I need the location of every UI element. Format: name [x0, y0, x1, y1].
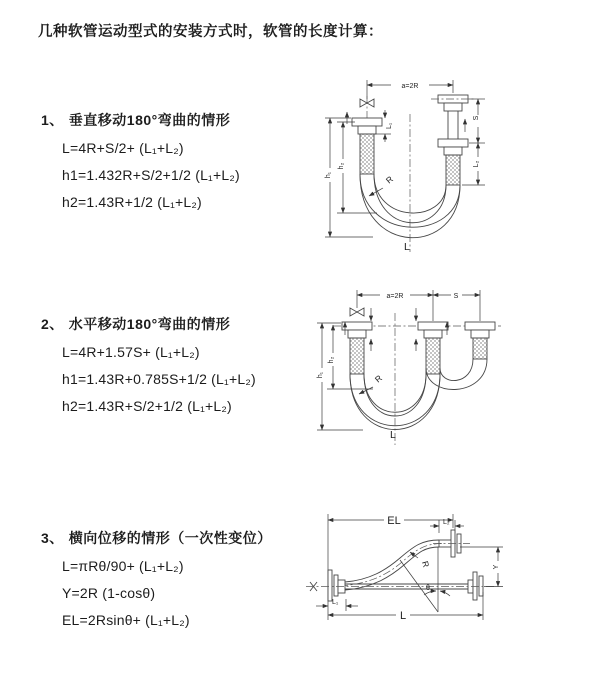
dim-l: [328, 592, 483, 622]
dim-l1-label: L₁: [332, 599, 339, 606]
dim-a2r-label: a=2R: [386, 293, 404, 300]
dim-el-label: EL: [387, 515, 401, 527]
dim-s-label: S: [453, 293, 459, 300]
left-hose-fitting: [352, 118, 382, 174]
right-hose-fitting: [431, 95, 475, 185]
diagram-horizontal-180-bend: [305, 283, 595, 468]
radius-label: R: [383, 173, 395, 186]
dim-l2-label: L₂: [473, 160, 480, 168]
section-1-heading-text: 垂直移动180°弯曲的情形: [68, 112, 231, 128]
dim-l1: [316, 599, 358, 611]
dim-l2: [430, 519, 464, 533]
dim-h1-label: h₁: [325, 171, 332, 179]
angle-label: θ: [426, 585, 430, 592]
formula-length: L=4R+1.57S+ (L₁+L₂): [62, 344, 200, 360]
section-3: [41, 528, 272, 634]
dim-y-label: Y: [493, 564, 500, 570]
formula-length: L=4R+S/2+ (L₁+L₂): [62, 140, 184, 156]
section-1-heading: [41, 110, 240, 130]
section-1: [41, 110, 240, 216]
dim-s: [469, 99, 485, 143]
radius-pointer: [359, 373, 384, 394]
radius-pointer: [410, 552, 431, 568]
dim-s: [433, 289, 480, 300]
dim-h2-label: h₂: [328, 356, 335, 364]
angle-construction: [400, 547, 450, 612]
dim-s-label: S: [473, 115, 480, 121]
section-3-number: 3、: [41, 530, 64, 546]
section-2-number: 2、: [41, 316, 64, 332]
valve-icon: [350, 308, 364, 316]
right-flange: [468, 572, 483, 600]
formula-el: EL=2Rsinθ+ (L₁+L₂): [62, 612, 190, 628]
left-hose-fitting: [342, 322, 372, 374]
radius-label: R: [372, 372, 384, 385]
length-label: L: [404, 241, 410, 253]
radius-label: R: [420, 559, 432, 569]
dim-l2: [462, 143, 485, 185]
section-2-heading: [41, 314, 256, 334]
section-3-heading: [41, 528, 272, 548]
middle-hose-fitting: [418, 322, 448, 374]
right-hose-fitting: [465, 322, 495, 359]
hose-u-curves: [350, 359, 487, 430]
formula-h1: h1=1.432R+S/2+1/2 (L₁+L₂): [62, 167, 240, 183]
section-2-heading-text: 水平移动180°弯曲的情形: [68, 316, 231, 332]
page-title: 几种软管运动型式的安装方式时，软管的长度计算：: [38, 24, 383, 40]
fitting-gap-dims: [371, 308, 416, 351]
formula-h2: h2=1.43R+S/2+1/2 (L₁+L₂): [62, 398, 232, 414]
dim-a2r-label: a=2R: [401, 83, 419, 90]
length-label: L: [399, 610, 407, 622]
dim-h2-label: h₂: [338, 162, 345, 170]
formula-y: Y=2R (1-cosθ): [62, 585, 156, 601]
dim-el: [328, 513, 453, 620]
section-1-number: 1、: [41, 112, 64, 128]
dim-h1-label: h₁: [317, 371, 324, 379]
formula-length: L=πRθ/90+ (L₁+L₂): [62, 558, 184, 574]
diagram-vertical-180-bend: [305, 72, 590, 262]
formula-h1: h1=1.43R+0.785S+1/2 (L₁+L₂): [62, 371, 256, 387]
diagram-lateral-displacement: [298, 500, 598, 660]
dim-l1-label: L₁: [386, 122, 393, 129]
length-label: L: [390, 429, 396, 441]
left-flange: [328, 570, 345, 601]
formula-h2: h2=1.43R+1/2 (L₁+L₂): [62, 194, 202, 210]
section-2: [41, 314, 256, 420]
radius-pointer: [369, 174, 395, 196]
section-3-heading-text: 横向位移的情形（一次性变位）: [68, 530, 272, 546]
dim-l2-label: L₂: [443, 519, 450, 526]
